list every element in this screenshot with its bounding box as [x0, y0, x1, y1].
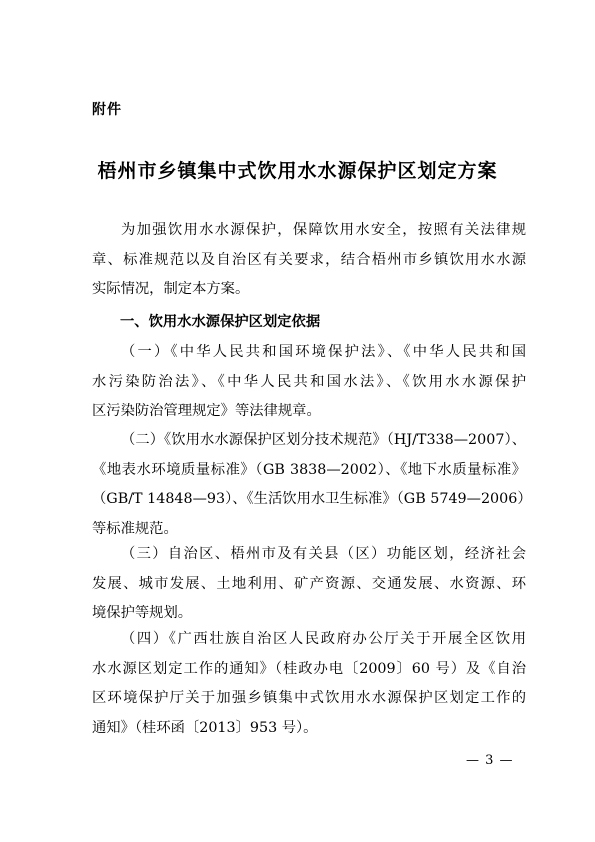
document-title: 梧州市乡镇集中式饮用水水源保护区划定方案	[97, 160, 498, 182]
paragraph-line: 境保护等规划。	[92, 605, 193, 621]
paragraph-line: 通知》（桂环函〔2013〕953 号）。	[92, 719, 318, 736]
paragraph-line: 为加强饮用水水源保护，保障饮用水安全，按照有关法律规	[121, 222, 526, 238]
paragraph-line: 等标准规范。	[92, 520, 178, 537]
paragraph-line: （二）《饮用水水源保护区划分技术规范》（HJ/T338—2007）、	[121, 432, 526, 448]
basis-item-1	[92, 338, 526, 427]
paragraph-line: （一）《中华人民共和国环境保护法》、《中华人民共和国	[121, 344, 526, 360]
paragraph-line: 区污染防治管理规定》等法律规章。	[92, 403, 321, 419]
paragraph-line: 水污染防治法》、《中华人民共和国水法》、《饮用水水源保护	[92, 373, 526, 390]
page-number: — 3 —	[466, 753, 514, 768]
basis-item-4	[92, 625, 526, 743]
paragraph-line: 实际情况，制定本方案。	[92, 281, 250, 297]
paragraph-line: （三）自治区、梧州市及有关县（区）功能区划，经济社会	[121, 546, 526, 562]
paragraph-line: （GB/T 14848—93）、《生活饮用水卫生标准》（GB 5749—2006）	[92, 491, 532, 507]
basis-item-3	[92, 540, 526, 629]
section-heading: 一、饮用水水源保护区划定依据	[120, 314, 321, 330]
intro-paragraph	[92, 216, 526, 305]
paragraph-line: （四）《广西壮族自治区人民政府办公厅关于开展全区饮用	[121, 631, 526, 647]
attachment-label: 附件	[92, 102, 122, 118]
paragraph-line: 水水源区划定工作的通知》（桂政办电〔2009〕60 号）及《自治	[92, 660, 526, 677]
paragraph-line: 章、标准规范以及自治区有关要求，结合梧州市乡镇饮用水水源	[92, 251, 526, 268]
paragraph-line: 《地表水环境质量标准》（GB 3838—2002）、《地下水质量标准》	[92, 461, 526, 478]
basis-item-2	[92, 426, 532, 544]
paragraph-line: 区环境保护厅关于加强乡镇集中式饮用水水源保护区划定工作的	[92, 690, 526, 706]
paragraph-line: 发展、城市发展、土地利用、矿产资源、交通发展、水资源、环	[92, 575, 526, 592]
